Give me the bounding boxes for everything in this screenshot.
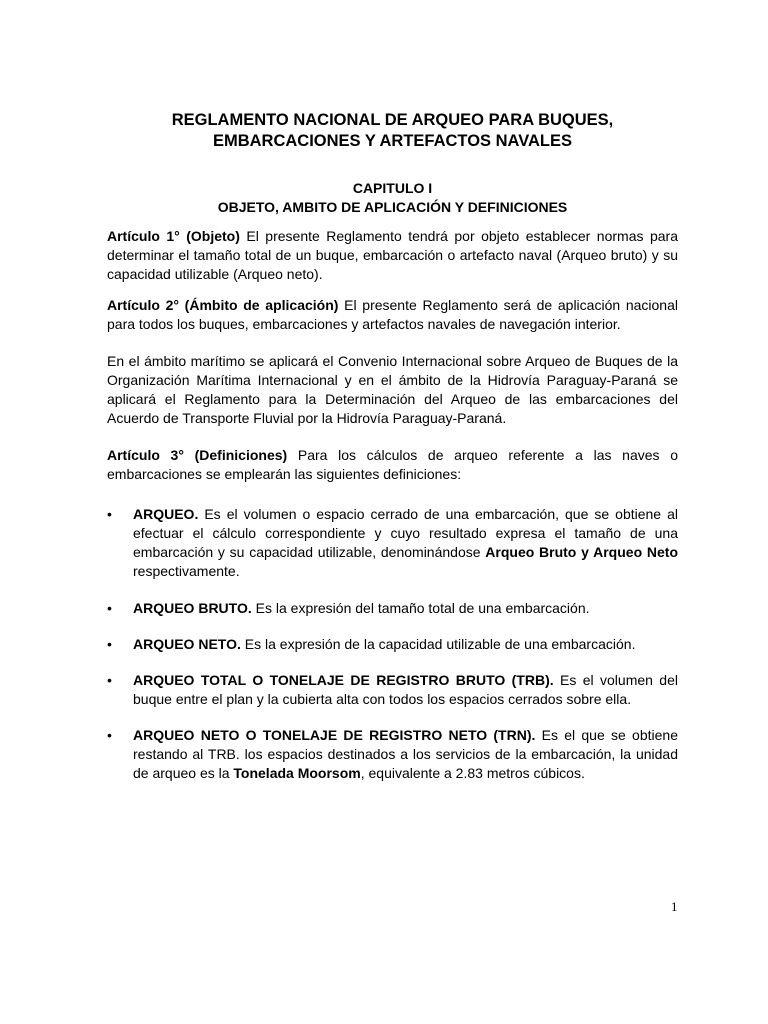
definition-emphasis: Arqueo Bruto y Arqueo Neto: [485, 544, 678, 560]
definition-arqueo-bruto: [107, 599, 678, 618]
document-page: [107, 110, 678, 783]
bullet-icon: •: [107, 600, 112, 616]
definition-term: ARQUEO BRUTO.: [133, 600, 252, 616]
document-title: [107, 110, 678, 152]
definition-arqueo-neto: [107, 635, 678, 654]
definitions-list: [107, 505, 678, 783]
article-3-text: Para los cálculos de arqueo referente a las naves o embarcaciones se emplearán las siguientes definiciones:: [107, 447, 678, 482]
definition-text: Es el volumen del buque entre el plan y la cubierta alta con todos los espacios cerrados sobre ella.: [133, 672, 678, 707]
article-1: [107, 227, 678, 284]
title-line-1: REGLAMENTO NACIONAL DE ARQUEO PARA BUQUES,: [171, 111, 614, 129]
article-3-label: Artículo 3° (Definiciones): [107, 447, 288, 463]
definition-trb: [107, 671, 678, 709]
definition-tail: , equivalente a 2.83 metros cúbicos.: [360, 765, 585, 781]
definition-arqueo: [107, 505, 678, 581]
definition-text: Es el que se obtiene restando al TRB. los espacios destinados a los servicios de la embarcación, la unidad de arqueo es la: [133, 727, 678, 781]
definition-term: ARQUEO.: [133, 506, 199, 522]
definition-tail: respectivamente.: [133, 563, 240, 579]
article-1-label: Artículo 1° (Objeto): [107, 228, 240, 244]
title-line-2: EMBARCACIONES Y ARTEFACTOS NAVALES: [212, 132, 573, 150]
definition-emphasis: Tonelada Moorsom: [233, 765, 361, 781]
page-number: 1: [671, 899, 678, 914]
bullet-icon: •: [107, 506, 112, 522]
chapter-title: OBJETO, AMBITO DE APLICACIÓN Y DEFINICIONES: [217, 199, 568, 215]
article-2-text: El presente Reglamento será de aplicación nacional para todos los buques, embarcaciones y artefactos navales de navegación interior.: [107, 297, 678, 332]
definition-trn: [107, 726, 678, 783]
bullet-icon: •: [107, 636, 112, 652]
article-2: [107, 296, 678, 334]
definition-text: Es la expresión de la capacidad utilizable de una embarcación.: [240, 636, 636, 652]
definition-term: ARQUEO NETO.: [133, 636, 241, 652]
bullet-icon: •: [107, 727, 112, 743]
definition-text: Es la expresión del tamaño total de una embarcación.: [251, 600, 590, 616]
paragraph-maritime: En el ámbito marítimo se aplicará el Convenio Internacional sobre Arqueo de Buques de la Organización Marítima Internacional y en el ámbito de la Hidrovía Paraguay-Paraná se aplicará el Reglamento para la Determinación del Arqueo de las embarcaciones del Acuerdo de Transporte Fluvial por la Hidrovía Paraguay-Paraná.: [107, 353, 678, 426]
article-3: [107, 446, 678, 484]
chapter-heading: [107, 179, 678, 217]
definition-term: ARQUEO NETO O TONELAJE DE REGISTRO NETO (TRN).: [133, 727, 536, 743]
definition-text: Es el volumen o espacio cerrado de una embarcación, que se obtiene al efectuar el cálculo correspondiente y cuyo resultado expresa el tamaño de una embarcación y su capacidad utilizable, denominándose: [133, 506, 678, 560]
article-2-label: Artículo 2° (Ámbito de aplicación): [107, 297, 339, 313]
article-1-text: El presente Reglamento tendrá por objeto establecer normas para determinar el tamaño total de un buque, embarcación o artefacto naval (Arqueo bruto) y su capacidad utilizable (Arqueo neto).: [107, 228, 678, 282]
bullet-icon: •: [107, 672, 112, 688]
definition-term: ARQUEO TOTAL O TONELAJE DE REGISTRO BRUTO (TRB).: [133, 672, 554, 688]
chapter-number: CAPITULO I: [352, 180, 433, 196]
